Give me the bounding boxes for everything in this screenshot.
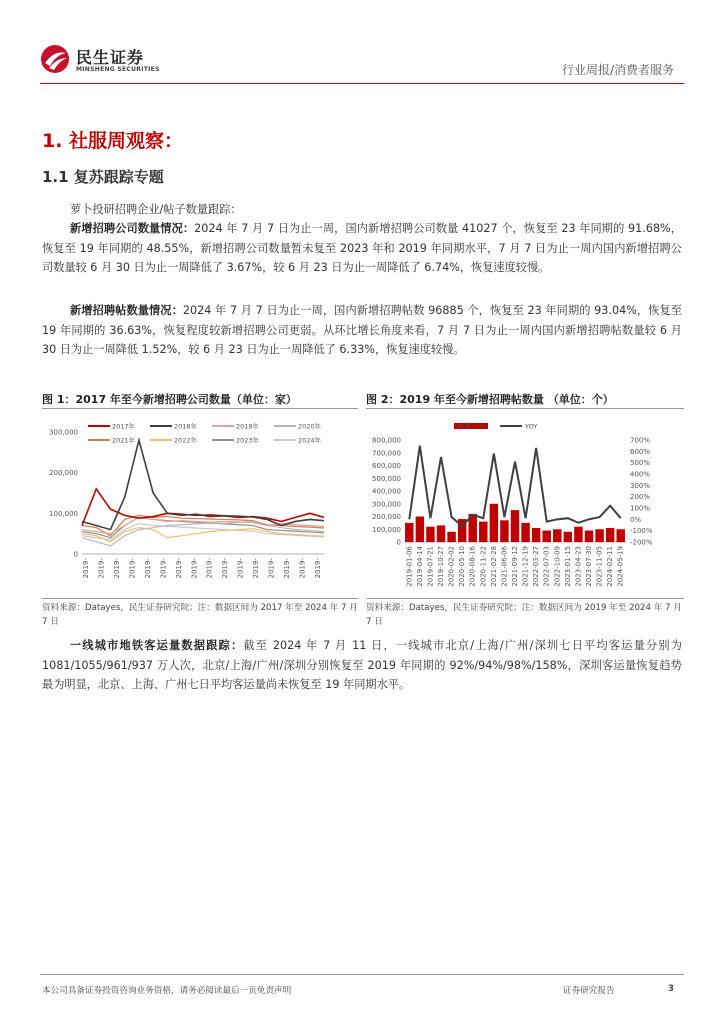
y-tick-label: 300,000 — [49, 428, 78, 437]
y-tick-label: 0 — [396, 538, 401, 547]
legend-label: 2021年 — [112, 436, 136, 445]
bar — [585, 531, 593, 542]
bar — [606, 528, 614, 542]
y2-tick-label: 300% — [630, 481, 651, 490]
x-tick-label: 2023-07-30 — [585, 546, 593, 587]
bar — [521, 523, 529, 542]
figure2-chart — [366, 412, 684, 598]
bar — [532, 528, 540, 542]
series-line-2018年 — [82, 440, 324, 529]
legend-label: YOY — [525, 422, 538, 431]
y2-tick-label: 700% — [630, 436, 651, 445]
bar — [553, 529, 561, 542]
x-tick-label: 2020-02-02 — [447, 546, 456, 587]
x-tick-label: 2022-10-09 — [553, 546, 562, 587]
series-line-2017年 — [82, 489, 324, 526]
figure1-source: 资料来源：Datayes，民生证券研究院；注：数据区间为 2017 年至 2024 年 7 月 7 日 — [42, 603, 358, 627]
y2-tick-label: 100% — [630, 504, 651, 513]
bar — [564, 532, 572, 542]
x-tick-label: 2019- — [174, 558, 183, 579]
legend-label: 2020年 — [298, 422, 322, 431]
figure2-rule-bottom — [366, 598, 684, 599]
legend-label: 2017年 — [112, 422, 136, 431]
bar — [595, 529, 603, 542]
x-tick-label: 2019- — [159, 558, 168, 579]
figure1-rule — [42, 408, 358, 409]
bar — [500, 520, 508, 542]
legend-label: 2023年 — [236, 436, 260, 445]
x-tick-label: 2019-10-27 — [437, 546, 445, 587]
intro-paragraph: 萝卜投研招聘企业/帖子数量跟踪： — [70, 203, 242, 216]
footer-report-type: 证券研究报告 — [563, 986, 615, 996]
footer-rule — [40, 974, 684, 975]
logo — [40, 44, 70, 74]
x-tick-label: 2019- — [298, 558, 307, 579]
x-tick-label: 2019-04-14 — [415, 546, 424, 587]
paragraph-body: 截至 2024 年 7 月 11 日，一线城市北京/上海/广州/深圳七日平均客运量分别为 1081/1055/961/937 万人次，北京/上海/广州/深圳分别恢复至 2019 年同期的 92%/94%/98%/158%，深圳客运量恢复趋势最为明显，北京、上海、广州七日平均客运量尚未恢复至 19 年同期水平。 — [42, 639, 682, 691]
x-tick-label: 2021-06-06 — [500, 546, 509, 587]
paragraph-company-count — [42, 219, 682, 278]
section-heading: 1. 社服周观察： — [42, 130, 184, 152]
bar — [479, 522, 487, 542]
y-tick-label: 300,000 — [372, 500, 401, 509]
x-tick-label: 2019- — [143, 558, 152, 579]
y-tick-label: 100,000 — [372, 525, 401, 534]
legend-label: 2022年 — [174, 436, 198, 445]
report-category: 行业周报/消费者服务 — [561, 63, 674, 77]
logo-text-en: MINSHENG SECURITIES — [76, 66, 160, 73]
x-tick-label: 2019- — [314, 558, 322, 579]
x-tick-label: 2024-02-11 — [606, 546, 615, 587]
y-tick-label: 100,000 — [49, 509, 78, 518]
y-tick-label: 700,000 — [372, 449, 401, 458]
paragraph-metro — [42, 636, 682, 695]
y-tick-label: 400,000 — [372, 487, 401, 496]
y2-tick-label: 400% — [630, 470, 651, 479]
x-tick-label: 2020-08-16 — [468, 546, 477, 587]
figure1-title: 图 1：2017 年至今新增招聘公司数量（单位：家） — [42, 393, 297, 406]
x-tick-label: 2020-11-22 — [479, 546, 488, 587]
footer-disclaimer: 本公司具备证券投资咨询业务资格，请务必阅读最后一页免责声明 — [42, 986, 292, 996]
paragraph-body: 2024 年 7 月 7 日为止一周，国内新增招聘帖数 96885 个，恢复至 23 年同期的 93.04%，恢复至 19 年同期的 36.63%，恢复程度较新增招聘公司更弱。从环比增长角度来看，7 月 7 日为止一周内国内新增招聘帖数量较 6 月 30 日为止一周降低 1.52%，较 6 月 23 日为止一周降低了 6.33%，恢复速度较慢。 — [42, 304, 682, 356]
logo-text-cn: 民生证券 — [76, 48, 145, 67]
x-tick-label: 2019-01-06 — [405, 546, 414, 587]
y-tick-label: 500,000 — [372, 474, 401, 483]
x-tick-label: 2021-09-12 — [511, 546, 519, 587]
x-tick-label: 2019- — [283, 558, 292, 579]
y2-tick-label: -200% — [630, 538, 653, 547]
bar — [405, 523, 413, 542]
bar — [616, 529, 624, 542]
legend-label: 帖数（个） — [458, 422, 491, 431]
legend-label: 2024年 — [298, 436, 322, 445]
paragraph-label: 一线城市地铁客运量数据跟踪： — [70, 639, 244, 652]
x-tick-label: 2019- — [97, 558, 106, 579]
x-tick-label: 2019- — [190, 558, 199, 579]
bar — [574, 527, 582, 542]
paragraph-post-count — [42, 301, 682, 360]
paragraph-label: 新增招聘公司数量情况： — [70, 222, 195, 235]
bar — [511, 510, 519, 542]
bar — [437, 525, 445, 542]
figure2-source: 资料来源：Datayes，民生证券研究院；注：数据区间为 2019 年至 2024 年 7 月 7 日 — [366, 603, 682, 627]
x-tick-label: 2022-03-27 — [532, 546, 541, 587]
bar — [447, 532, 455, 542]
x-tick-label: 2019- — [205, 558, 214, 579]
x-tick-label: 2024-05-19 — [616, 546, 625, 587]
y-tick-label: 0 — [73, 550, 78, 559]
y-tick-label: 200,000 — [372, 513, 401, 521]
x-tick-label: 2019- — [112, 558, 121, 579]
x-tick-label: 2022-07-03 — [542, 546, 551, 587]
y-tick-label: 800,000 — [372, 436, 401, 445]
figure2-rule — [366, 408, 684, 409]
legend-label: 2018年 — [174, 422, 198, 431]
bar — [416, 517, 424, 543]
figure1-rule-bottom — [42, 598, 358, 599]
paragraph-label: 新增招聘帖数量情况： — [70, 304, 183, 317]
x-tick-label: 2019- — [252, 558, 261, 579]
x-tick-label: 2019- — [236, 558, 245, 579]
x-tick-label: 2023-04-23 — [574, 546, 583, 587]
x-tick-label: 2019- — [221, 558, 230, 579]
paragraph-body: 2024 年 7 月 7 日为止一周，国内新增招聘公司数量 41027 个，恢复至 23 年同期的 91.68%，恢复至 19 年同期的 48.55%，新增招聘公司数量暂未复至 2023 年和 2019 年同期水平，7 月 7 日为止一周内国内新增招聘公司数量较 6 月 30 日为止一周降低了 3.67%，较 6 月 23 日为止一周降低了 6.74%，恢复速度较慢。 — [42, 222, 682, 274]
y-tick-label: 200,000 — [49, 469, 78, 478]
bar — [490, 504, 498, 542]
footer-page-number: 3 — [668, 984, 674, 994]
y-tick-label: 600,000 — [372, 462, 401, 470]
y2-tick-label: 0% — [630, 515, 642, 524]
y2-tick-label: 600% — [630, 447, 651, 456]
bar — [542, 531, 550, 542]
y2-tick-label: -100% — [630, 527, 653, 536]
figure2-title: 图 2：2019 年至今新增招聘帖数量 （单位：个） — [366, 393, 614, 406]
x-tick-label: 2019- — [82, 558, 90, 579]
x-tick-label: 2021-02-28 — [489, 546, 498, 587]
x-tick-label: 2021-12-19 — [521, 546, 530, 587]
x-tick-label: 2023-11-05 — [595, 546, 604, 587]
y2-tick-label: 500% — [630, 459, 651, 468]
x-tick-label: 2019- — [267, 558, 276, 579]
bar — [426, 527, 434, 542]
legend-label: 2019年 — [236, 422, 260, 431]
x-tick-label: 2019- — [128, 558, 137, 579]
x-tick-label: 2019-07-21 — [426, 546, 435, 587]
subsection-heading: 1.1 复苏跟踪专题 — [42, 168, 164, 186]
figure1-chart — [42, 412, 358, 598]
header-rule — [40, 83, 684, 84]
logo-mark-icon — [40, 44, 70, 74]
y2-tick-label: 200% — [630, 493, 651, 502]
x-tick-label: 2023-01-15 — [563, 546, 572, 587]
x-tick-label: 2020-05-10 — [458, 546, 467, 587]
